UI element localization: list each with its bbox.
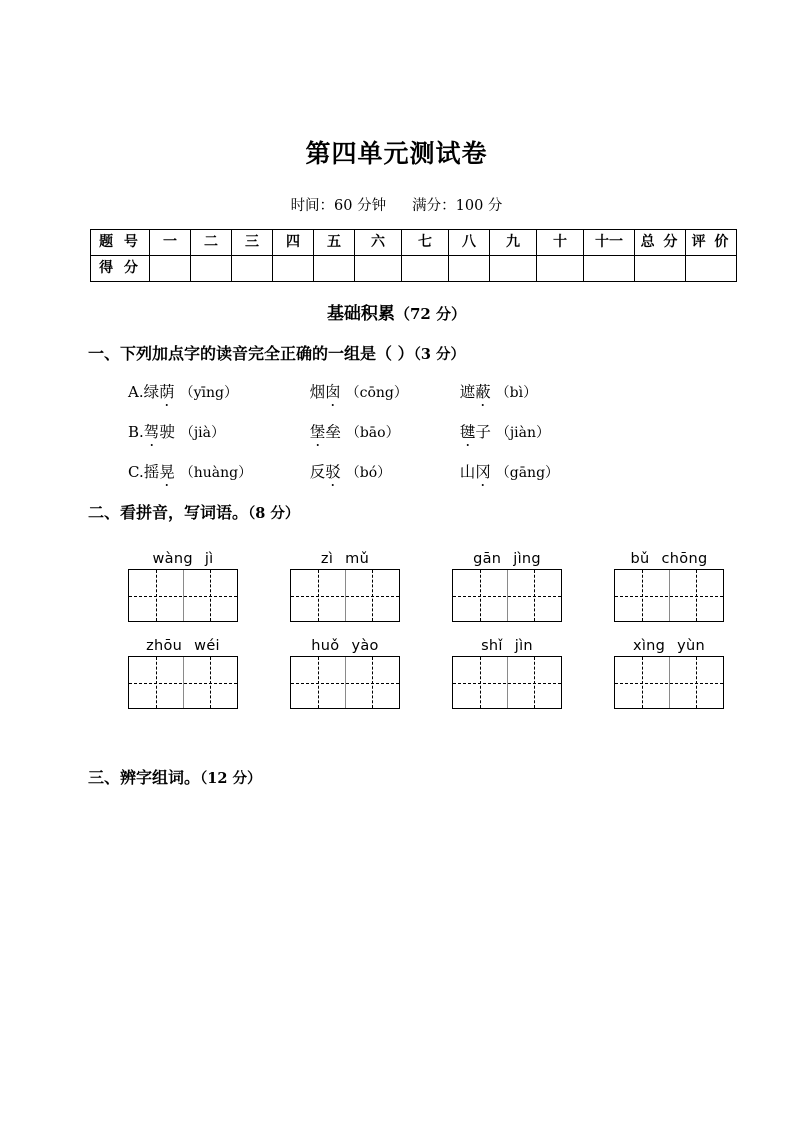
writing-box-7[interactable] [452, 656, 562, 709]
option-b-item-3-pinyin: （jiàn） [495, 425, 551, 441]
option-a-item-2-dotted-char: 囱 [325, 380, 341, 402]
writing-box-8[interactable] [614, 656, 724, 709]
option-b-item-2-post: 垒 [325, 423, 341, 441]
score-col-header-5: 五 [314, 230, 355, 256]
pinyin-7-syllable-1: shǐ [481, 638, 503, 654]
writing-box-3[interactable] [452, 569, 562, 622]
question-1-option-b[interactable] [128, 420, 728, 446]
pinyin-7-syllable-2: jìn [514, 638, 533, 654]
guide-line-vertical-left [480, 570, 481, 621]
pinyin-8-syllable-1: xìng [632, 638, 666, 654]
guide-line-vertical-right [534, 657, 535, 708]
guide-line-vertical-right [534, 570, 535, 621]
pinyin-grid-2 [290, 549, 400, 622]
pinyin-3-syllable-1: gān [473, 551, 502, 567]
pinyin-grid-4 [614, 549, 724, 622]
question-1-answer-blank[interactable]: （ ） [376, 344, 414, 363]
exam-time-label: 时间：60 分钟 [290, 198, 387, 214]
question-1-points: （3 分） [413, 346, 465, 363]
option-a-item-3 [460, 380, 620, 402]
pinyin-6-syllable-1: huǒ [311, 638, 340, 654]
pinyin-label-1 [128, 549, 238, 569]
table-row-question-numbers [91, 230, 737, 256]
score-col-header-6: 六 [355, 230, 402, 256]
guide-line-vertical-left [480, 657, 481, 708]
option-c-item-3-dotted-char: 冈 [475, 460, 491, 482]
score-col-header-11: 十一 [584, 230, 635, 256]
guide-line-vertical-left [642, 570, 643, 621]
option-c-item-1-pinyin: （huàng） [179, 465, 253, 481]
option-a-item-2-pre: 烟 [309, 383, 326, 401]
question-1-option-c[interactable] [128, 460, 728, 486]
option-a-item-1-pinyin: （yīng） [179, 385, 239, 401]
option-c-item-3-pinyin: （gāng） [495, 465, 560, 481]
pinyin-label-2 [290, 549, 400, 569]
guide-line-vertical-left [318, 657, 319, 708]
pinyin-label-5 [128, 636, 238, 656]
table-row-scores [91, 256, 737, 282]
pinyin-grid-5 [128, 636, 238, 709]
score-col-header-7: 七 [402, 230, 449, 256]
option-b-item-2-dotted-char: 堡 [310, 420, 326, 442]
option-c-item-2-dotted-char: 驳 [325, 460, 341, 482]
section-banner-title: 基础积累 [326, 304, 395, 324]
pinyin-label-6 [290, 636, 400, 656]
option-c-item-1-dotted-char: 晃 [159, 460, 175, 482]
score-col-header-evaluation: 评 价 [686, 230, 737, 256]
question-3-points: （12 分） [200, 770, 262, 787]
guide-line-vertical-right [372, 570, 373, 621]
score-cell-11[interactable] [584, 256, 635, 282]
score-cell-6[interactable] [355, 256, 402, 282]
option-b-item-3-post: 子 [475, 423, 491, 441]
question-3-heading [88, 765, 262, 788]
option-c-item-3-pre: 山 [459, 463, 476, 481]
question-2-text: 二、看拼音，写词语。 [88, 503, 249, 522]
score-cell-evaluation[interactable] [686, 256, 737, 282]
guide-line-horizontal [453, 596, 561, 597]
guide-line-vertical-left [642, 657, 643, 708]
option-b-item-3 [460, 420, 620, 442]
pinyin-1-syllable-1: wàng [152, 551, 193, 567]
question-1-text: 一、下列加点字的读音完全正确的一组是 [88, 344, 377, 363]
pinyin-label-4 [614, 549, 724, 569]
score-cell-7[interactable] [402, 256, 449, 282]
option-b-item-1-post: 驶 [159, 423, 175, 441]
question-3-text: 三、辨字组词。 [88, 768, 201, 787]
guide-line-vertical-right [696, 657, 697, 708]
section-banner [0, 299, 793, 324]
score-cell-9[interactable] [490, 256, 537, 282]
pinyin-2-syllable-2: mǔ [345, 551, 370, 567]
guide-line-vertical-left [156, 570, 157, 621]
exam-meta-line [0, 194, 793, 215]
pinyin-4-syllable-2: chōng [661, 551, 708, 567]
writing-box-2[interactable] [290, 569, 400, 622]
guide-line-horizontal [615, 596, 723, 597]
pinyin-5-syllable-2: wéi [194, 638, 220, 654]
pinyin-grid-3 [452, 549, 562, 622]
guide-line-horizontal [291, 596, 399, 597]
option-c-letter: C. [128, 463, 144, 481]
guide-line-vertical-left [318, 570, 319, 621]
option-c-item-1 [144, 460, 310, 482]
pinyin-5-syllable-1: zhōu [146, 638, 183, 654]
writing-box-5[interactable] [128, 656, 238, 709]
score-table [90, 229, 737, 282]
score-col-header-4: 四 [273, 230, 314, 256]
pinyin-grid-8 [614, 636, 724, 709]
guide-line-horizontal [129, 596, 237, 597]
score-col-header-2: 二 [191, 230, 232, 256]
option-c-item-2 [310, 460, 460, 482]
option-c-item-1-pre: 摇 [143, 463, 160, 481]
option-b-letter: B. [128, 423, 144, 441]
pinyin-grid-7 [452, 636, 562, 709]
question-2-heading [88, 500, 299, 523]
pinyin-grid-1 [128, 549, 238, 622]
score-cell-2[interactable] [191, 256, 232, 282]
guide-line-vertical-right [210, 570, 211, 621]
question-1-heading [88, 341, 465, 364]
score-col-header-8: 八 [449, 230, 490, 256]
score-cell-8[interactable] [449, 256, 490, 282]
score-col-header-9: 九 [490, 230, 537, 256]
pinyin-label-3 [452, 549, 562, 569]
pinyin-label-7 [452, 636, 562, 656]
score-cell-3[interactable] [232, 256, 273, 282]
option-a-item-2-pinyin: （cōng） [345, 385, 408, 401]
writing-box-4[interactable] [614, 569, 724, 622]
pinyin-6-syllable-2: yào [351, 638, 379, 654]
option-a-item-3-dotted-char: 蔽 [475, 380, 491, 402]
score-cell-total[interactable] [635, 256, 686, 282]
score-cell-5[interactable] [314, 256, 355, 282]
option-b-item-2 [310, 420, 460, 442]
option-c-item-3 [460, 460, 620, 482]
score-col-header-3: 三 [232, 230, 273, 256]
option-c-item-2-pinyin: （bó） [345, 465, 392, 481]
option-a-item-2 [310, 380, 460, 402]
page-title: 第四单元测试卷 [305, 139, 488, 168]
writing-box-6[interactable] [290, 656, 400, 709]
option-b-item-2-pinyin: （bāo） [345, 425, 400, 441]
pinyin-2-syllable-1: zì [320, 551, 334, 567]
option-a-item-1-dotted-char: 荫 [159, 380, 175, 402]
guide-line-vertical-right [696, 570, 697, 621]
guide-line-vertical-right [210, 657, 211, 708]
score-cell-1[interactable] [150, 256, 191, 282]
guide-line-horizontal [615, 683, 723, 684]
score-cell-4[interactable] [273, 256, 314, 282]
section-banner-points: （72 分） [394, 305, 467, 323]
guide-line-vertical-left [156, 657, 157, 708]
option-a-item-1-pre: 绿 [143, 383, 160, 401]
pinyin-4-syllable-1: bǔ [630, 551, 650, 567]
score-col-header-1: 一 [150, 230, 191, 256]
guide-line-horizontal [291, 683, 399, 684]
option-a-item-1 [144, 380, 310, 402]
row-header-score: 得 分 [91, 256, 150, 282]
pinyin-1-syllable-2: jì [204, 551, 214, 567]
guide-line-horizontal [129, 683, 237, 684]
pinyin-grid-6 [290, 636, 400, 709]
score-col-header-10: 十 [537, 230, 584, 256]
guide-line-vertical-right [372, 657, 373, 708]
pinyin-3-syllable-2: jìng [513, 551, 541, 567]
writing-box-1[interactable] [128, 569, 238, 622]
option-b-item-3-dotted-char: 毽 [460, 420, 476, 442]
question-2-points: （8 分） [248, 505, 300, 522]
option-a-item-3-pinyin: （bì） [495, 385, 538, 401]
option-b-item-1-pinyin: （jià） [179, 425, 225, 441]
option-a-letter: A. [128, 383, 144, 401]
option-c-item-2-pre: 反 [309, 463, 326, 481]
question-1-option-a[interactable] [128, 380, 728, 406]
score-col-header-total: 总 分 [635, 230, 686, 256]
option-b-item-1-dotted-char: 驾 [144, 420, 160, 442]
option-b-item-1 [144, 420, 310, 442]
score-cell-10[interactable] [537, 256, 584, 282]
guide-line-horizontal [453, 683, 561, 684]
pinyin-label-8 [614, 636, 724, 656]
exam-total-label: 满分：100 分 [412, 198, 503, 214]
pinyin-8-syllable-2: yùn [677, 638, 706, 654]
row-header-question-number: 题 号 [91, 230, 150, 256]
option-a-item-3-pre: 遮 [459, 383, 476, 401]
